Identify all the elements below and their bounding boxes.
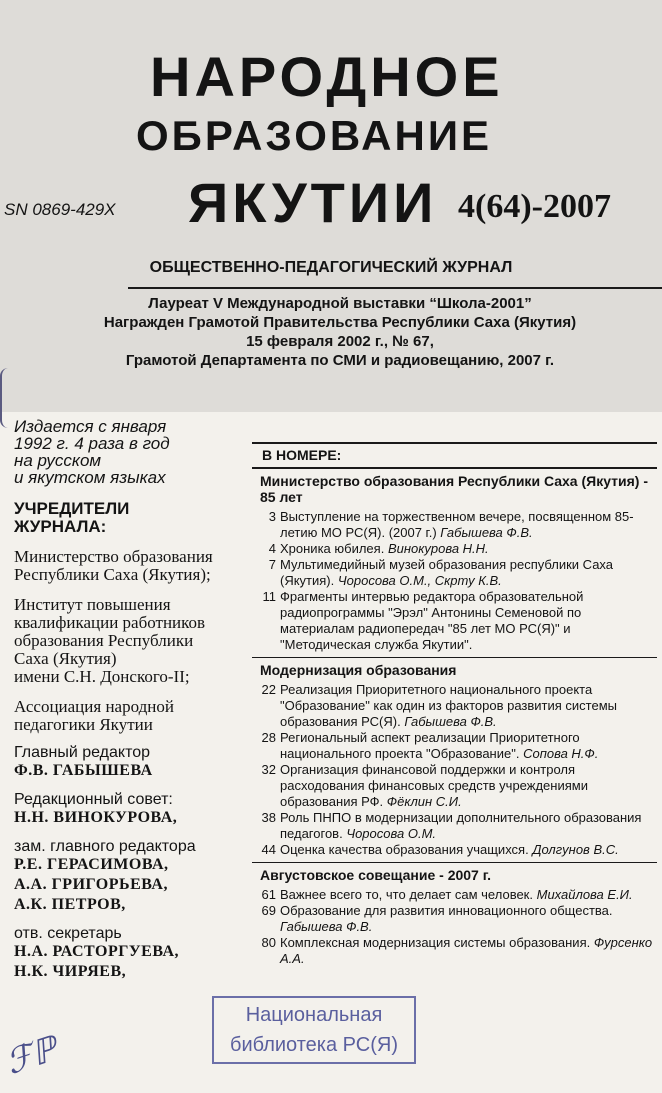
toc-title: Региональный аспект реализации Приоритетного национального проекта "Образование". [280, 730, 580, 761]
toc-item [252, 589, 657, 653]
issn: SN 0869-429X [4, 200, 116, 219]
toc-entry [280, 589, 657, 653]
toc-page-number: 69 [261, 903, 276, 918]
toc-entry [280, 903, 657, 935]
toc-page-number: 3 [268, 509, 276, 524]
award-line: 15 февраля 2002 г., № 67, [246, 333, 434, 350]
deputy-editors: зам. главного редактора Р.Е. ГЕРАСИМОВА, А.А. ГРИГОРЬЕВА, А.К. ПЕТРОВ, [14, 838, 196, 913]
toc-section-title: Министерство образования Республики Саха (Якутия) - 85 лет [260, 473, 649, 505]
toc-entry [280, 762, 657, 810]
toc-entry [280, 810, 657, 842]
toc-item [252, 509, 657, 541]
award-line: Грамотой Департамента по СМИ и радиовещанию, 2007 г. [125, 352, 555, 369]
toc-page-number: 44 [261, 842, 276, 857]
masthead-line-2: ОБРАЗОВАНИЕ [136, 112, 493, 159]
toc-page-number: 11 [262, 589, 276, 604]
masthead-line-1: НАРОДНОЕ [150, 45, 504, 108]
handwritten-mark: ℱℙ [1, 1029, 62, 1083]
toc-author: Сопова Н.Ф. [523, 746, 599, 761]
toc-item [252, 887, 657, 903]
subtitle-rule [128, 287, 662, 289]
toc-page-number: 80 [261, 935, 276, 950]
award-line: Награжден Грамотой Правительства Республики Саха (Якутия) [103, 314, 577, 331]
toc-entry [280, 887, 657, 903]
toc-item [252, 730, 657, 762]
toc-item [252, 935, 657, 967]
toc-page-number: 22 [261, 682, 276, 697]
toc-entry [280, 682, 657, 730]
toc-author: Чоросова О.М. [346, 826, 437, 841]
toc-item [252, 557, 657, 589]
founder-org: Институт повышения квалификации работников образования Республики Саха (Якутия) имени С.Н. Донского-II; [14, 595, 206, 686]
toc-body [252, 473, 657, 967]
publication-info: Издается с января 1992 г. 4 раза в год на русском и якутском языках [14, 417, 170, 487]
section-rule [252, 657, 657, 658]
toc-title: Мультимедийный музей образования республики Саха (Якутия). [280, 557, 614, 588]
toc-author: Габышева Ф.В. [440, 525, 533, 540]
toc-title: Оценка качества образования учащихся. [280, 842, 529, 857]
toc-page-number: 32 [261, 762, 276, 777]
toc-author: Фёклин С.И. [386, 794, 462, 809]
toc-title: Комплексная модернизация системы образования. [280, 935, 591, 950]
toc-entry [280, 557, 657, 589]
toc-entry [280, 541, 657, 557]
toc-section-title: Августовское совещание - 2007 г. [260, 867, 492, 883]
toc-item [252, 541, 657, 557]
issue-number: 4(64)-2007 [458, 188, 611, 225]
toc-title: Хроника юбилея. [280, 541, 385, 556]
masthead-credits [14, 418, 250, 982]
table-of-contents [252, 442, 657, 967]
toc-author: Винокурова Н.Н. [387, 541, 489, 556]
masthead-line-3: ЯКУТИИ [188, 171, 438, 234]
toc-entry [280, 935, 657, 967]
toc-title: Организация финансовой поддержки и контроля расходования финансовых средств учреждениями образования РФ. [280, 762, 588, 809]
toc-title: Важнее всего то, что делает сам человек. [280, 887, 533, 902]
toc-author: Чоросова О.М., Скрту К.В. [337, 573, 502, 588]
toc-entry [280, 842, 657, 858]
toc-heading-rule [252, 467, 657, 469]
toc-title: Реализация Приоритетного национального проекта "Образование" как один из факторов развития системы образования РС(Я). [280, 682, 618, 729]
toc-item [252, 903, 657, 935]
toc-item [252, 842, 657, 858]
award-line: Лауреат V Международной выставки “Школа-2001” [148, 295, 532, 312]
toc-author: Михайлова Е.И. [536, 887, 633, 902]
founder-org: Министерство образования Республики Саха (Якутия); [14, 547, 213, 584]
toc-heading: В НОМЕРЕ: [262, 447, 342, 463]
toc-page-number: 28 [261, 730, 276, 745]
toc-page-number: 4 [268, 541, 276, 556]
section-rule [252, 862, 657, 863]
toc-page-number: 61 [261, 887, 276, 902]
toc-author: Габышева Ф.В. [404, 714, 497, 729]
toc-page-number: 38 [261, 810, 276, 825]
toc-top-rule [252, 442, 657, 444]
toc-author: Фурсенко А.А. [280, 935, 653, 966]
chief-editor: Главный редактор Ф.В. ГАБЫШЕВА [14, 744, 153, 779]
toc-title: Роль ПНПО в модернизации дополнительного образования педагогов. [280, 810, 642, 841]
toc-author: Долгунов В.С. [532, 842, 619, 857]
toc-item [252, 762, 657, 810]
toc-title: Образование для развития инновационного общества. [280, 903, 613, 918]
awards-block [40, 294, 640, 370]
journal-subtitle: ОБЩЕСТВЕННО-ПЕДАГОГИЧЕСКИЙ ЖУРНАЛ [149, 259, 513, 276]
toc-entry [280, 509, 657, 541]
toc-item [252, 810, 657, 842]
founders-label: УЧРЕДИТЕЛИ ЖУРНАЛА: [14, 499, 130, 536]
toc-entry [280, 730, 657, 762]
toc-author: Габышева Ф.В. [280, 919, 373, 934]
toc-section-title: Модернизация образования [260, 662, 457, 678]
toc-title: Фрагменты интервью редактора образовательной радиопрограммы "Эрэл" Антонины Семеновой по материалам радиопередач "85 лет МО РС(Я)" и "Методическая служба Якутии". [280, 589, 584, 652]
toc-title: Выступление на торжественном вечере, посвященном 85-летию МО РС(Я). (2007 г.) [280, 509, 634, 540]
founder-org: Ассоциация народной педагогики Якутии [14, 697, 174, 734]
editorial-council: Редакционный совет: Н.Н. ВИНОКУРОВА, [14, 791, 178, 826]
secretaries: отв. секретарь Н.А. РАСТОРГУЕВА, Н.К. ЧИРЯЕВ, [14, 925, 180, 980]
toc-item [252, 682, 657, 730]
library-stamp: Национальная библиотека РС(Я) [212, 996, 416, 1064]
toc-page-number: 7 [268, 557, 276, 572]
